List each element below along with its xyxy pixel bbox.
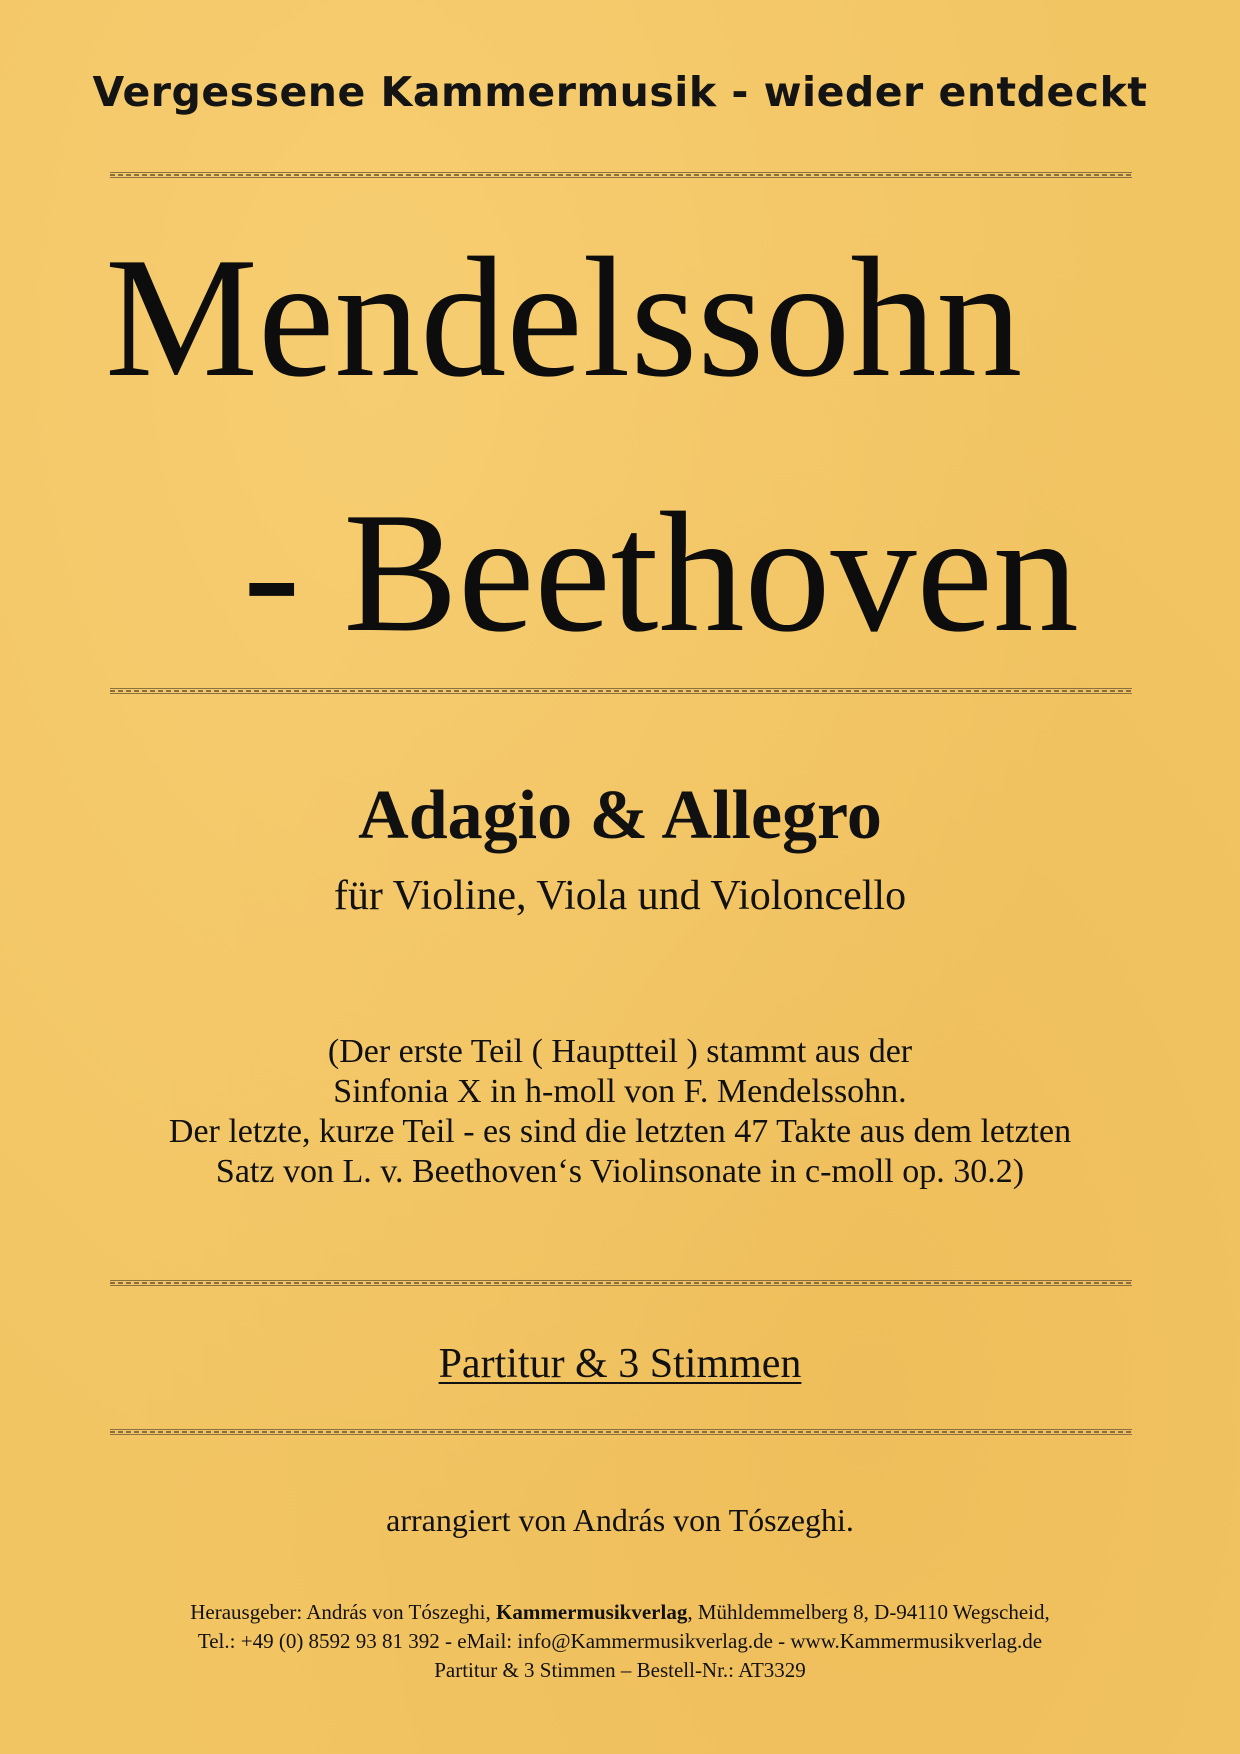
publisher-name: Kammermusikverlag bbox=[496, 1600, 688, 1624]
series-title: Vergessene Kammermusik - wieder entdeckt bbox=[92, 68, 1148, 116]
source-note-line: Satz von L. v. Beethoven‘s Violinsonate in c-moll op. 30.2) bbox=[215, 1153, 1025, 1190]
edition-label bbox=[0, 1340, 1240, 1388]
double-rule-divider bbox=[110, 688, 1132, 694]
source-note-line: (Der erste Teil ( Hauptteil ) stammt aus der bbox=[327, 1033, 913, 1070]
double-rule-divider bbox=[110, 172, 1132, 178]
edition-label-text: Partitur & 3 Stimmen bbox=[438, 1341, 802, 1387]
double-rule-divider bbox=[110, 1429, 1132, 1435]
publisher-footer bbox=[0, 1598, 1240, 1685]
contact-line: Tel.: +49 (0) 8592 93 81 392 - eMail: info@Kammermusikverlag.de - www.Kammermusikverlag.de bbox=[197, 1629, 1043, 1653]
composer-name-mendelssohn: Mendelssohn bbox=[105, 223, 1023, 413]
source-note-line: Der letzte, kurze Teil - es sind die letzten 47 Takte aus dem letzten bbox=[168, 1113, 1072, 1150]
publisher-prefix: Herausgeber: András von Tószeghi, bbox=[190, 1600, 497, 1624]
publisher-address: , Mühldemmelberg 8, D-94110 Wegscheid, bbox=[687, 1600, 1050, 1624]
work-title: Adagio & Allegro bbox=[358, 777, 882, 854]
publisher-line bbox=[0, 1598, 1240, 1627]
composer-name-beethoven: - Beethoven bbox=[243, 478, 1079, 668]
double-rule-divider bbox=[110, 1280, 1132, 1286]
source-note-line: Sinfonia X in h-moll von F. Mendelssohn. bbox=[333, 1073, 907, 1110]
order-number-line: Partitur & 3 Stimmen – Bestell-Nr.: AT3329 bbox=[434, 1658, 806, 1682]
instrumentation-subtitle: für Violine, Viola und Violoncello bbox=[333, 873, 907, 919]
arranger-credit: arrangiert von András von Tószeghi. bbox=[386, 1502, 854, 1538]
source-note bbox=[0, 1032, 1240, 1192]
